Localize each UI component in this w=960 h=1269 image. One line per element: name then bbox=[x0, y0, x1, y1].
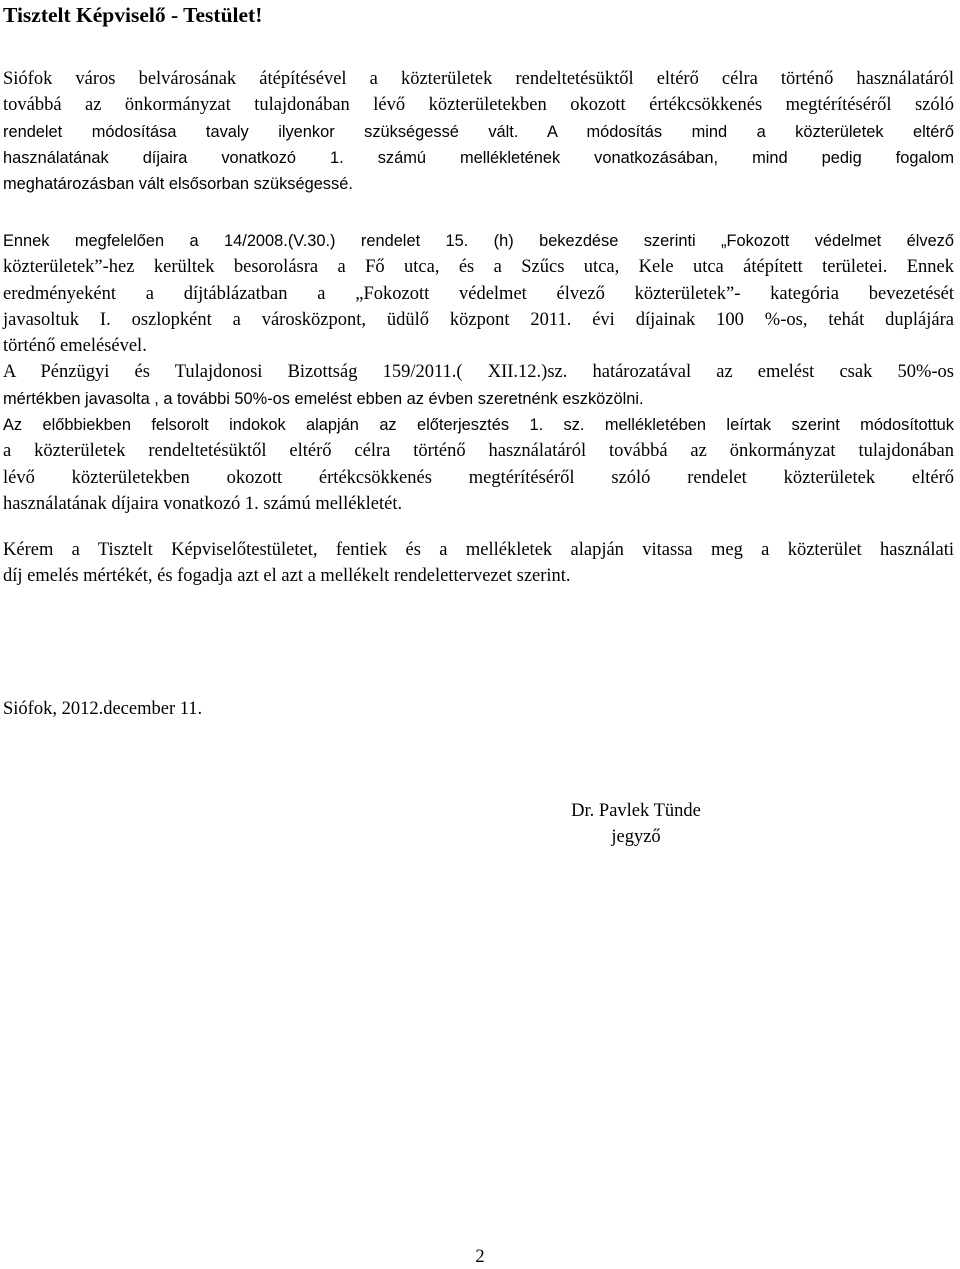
text-line: használatának díjaira vonatkozó 1. számú mellékletét. bbox=[3, 493, 403, 514]
text-line: díj emelés mértékét, és fogadja azt el azt a mellékelt rendelettervezet szerint. bbox=[3, 566, 571, 587]
paragraph-details bbox=[3, 228, 954, 517]
place-and-date: Siófok, 2012.december 11. bbox=[3, 699, 203, 719]
document-title: Tisztelt Képviselő - Testület! bbox=[3, 3, 263, 27]
paragraph-intro bbox=[3, 66, 954, 197]
text-line: lévő közterületekben okozott értékcsökkenés megtérítéséről szóló rendelet közterületek eltérő bbox=[3, 467, 954, 488]
text-line: történő emelésével. bbox=[3, 336, 147, 357]
text-line: rendelet módosítása tavaly ilyenkor szükségessé vált. A módosítás mind a közterületek eltérő bbox=[3, 122, 954, 141]
text-line: meghatározásban vált elsősorban szükségessé. bbox=[3, 175, 353, 194]
text-line: továbbá az önkormányzat tulajdonában lévő közterületekben okozott értékcsökkenés megtérítéséről szóló bbox=[3, 95, 954, 116]
text-line: A Pénzügyi és Tulajdonosi Bizottság 159/2011.( XII.12.)sz. határozatával az emelést csak 50%-os bbox=[3, 362, 954, 383]
paragraph-request bbox=[3, 537, 954, 590]
text-line: Ennek megfelelően a 14/2008.(V.30.) rendelet 15. (h) bekezdése szerinti „Fokozott védelmet élvező bbox=[3, 232, 954, 250]
text-line: Kérem a Tisztelt Képviselőtestületet, fentiek és a mellékletek alapján vitassa meg a közterület használati bbox=[3, 540, 954, 560]
text-line: közterületek”-hez kerültek besorolásra a Fő utca, és a Szűcs utca, Kele utca átépített területei. Ennek bbox=[3, 257, 954, 278]
text-line: Az előbbiekben felsorolt indokok alapján az előterjesztés 1. sz. mellékletében leírtak szerint módosítottuk bbox=[3, 416, 954, 435]
text-line: mértékben javasolta , a további 50%-os emelést ebben az évben szeretnénk eszközölni. bbox=[3, 389, 644, 408]
text-line: eredményeként a díjtáblázatban a „Fokozott védelmet élvező közterületek”- kategória bevezetését bbox=[3, 283, 954, 304]
text-line: a közterületek rendeltetésüktől eltérő célra történő használatáról továbbá az önkormányzat tulajdonában bbox=[3, 441, 954, 462]
page-number: 2 bbox=[475, 1247, 485, 1267]
signatory-role: jegyző bbox=[611, 827, 661, 848]
text-line: használatának díjaira vonatkozó 1. számú mellékletének vonatkozásában, mind pedig fogalom bbox=[3, 148, 954, 167]
signature-block bbox=[520, 798, 752, 851]
signatory-name: Dr. Pavlek Tünde bbox=[571, 801, 701, 821]
text-line: Siófok város belvárosának átépítésével a közterületek rendeltetésüktől eltérő célra történő használatáról bbox=[3, 69, 954, 89]
text-line: javasoltuk I. oszlopként a városközpont, üdülő központ 2011. évi díjainak 100 %-os, tehát duplájára bbox=[3, 309, 954, 330]
